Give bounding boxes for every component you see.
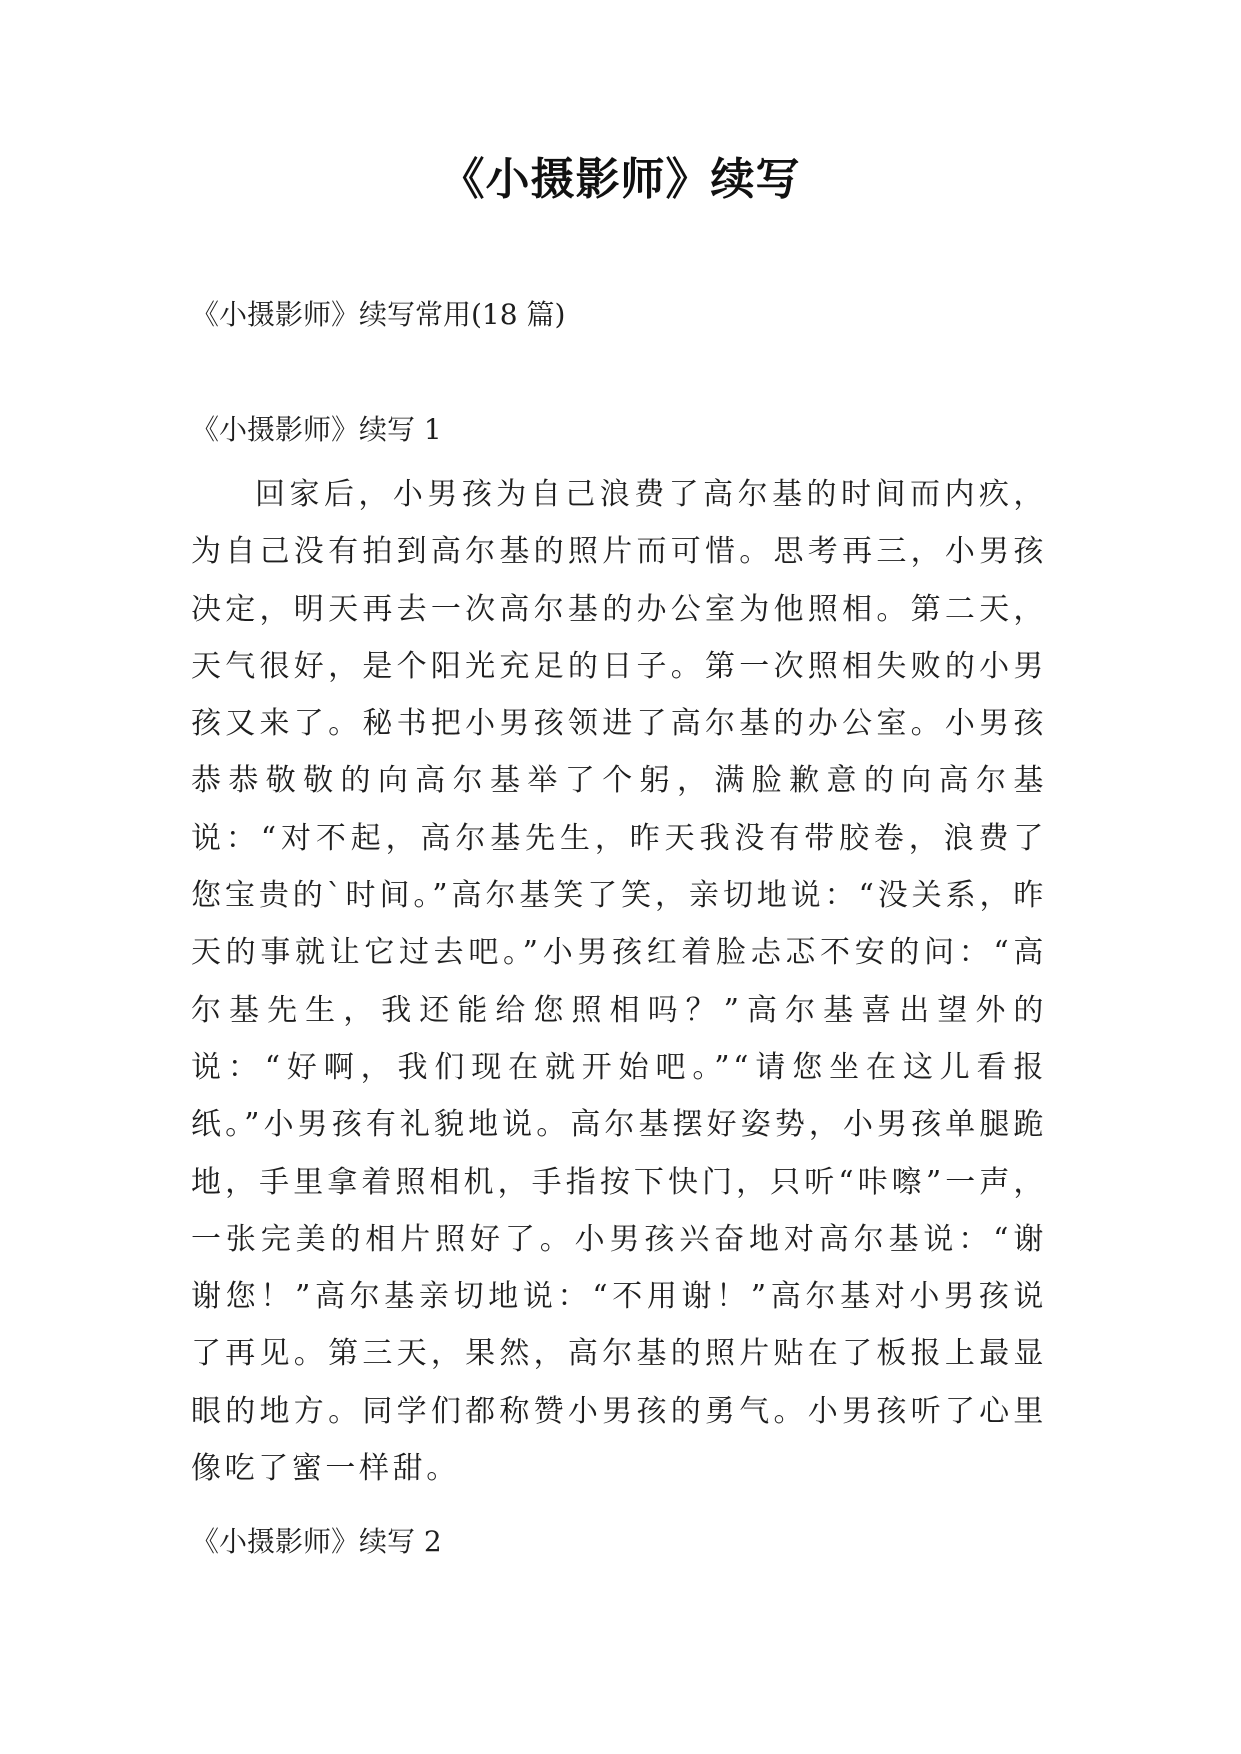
document-title: 《小摄影师》续写	[440, 154, 801, 205]
section-heading-1: 《小摄影师》续写 1	[191, 413, 442, 446]
section-body-1: 回家后，小男孩为自己浪费了高尔基的时间而内疚，为自己没有拍到高尔基的照片而可惜。思考再三，小男孩决定，明天再去一次高尔基的办公室为他照相。第二天，天气很好，是个阳光充足的日子。第一次照相失败的小男孩又来了。秘书把小男孩领进了高尔基的办公室。小男孩恭恭敬敬的向高尔基举了个躬，满脸歉意的向高尔基说：“对不起，高尔基先生，昨天我没有带胶卷，浪费了您宝贵的`时间。”高尔基笑了笑，亲切地说：“没关系，昨天的事就让它过去吧。”小男孩红着脸忐忑不安的问：“高尔基先生，我还能给您照相吗？”高尔基喜出望外的说：“好啊，我们现在就开始吧。”“请您坐在这儿看报纸。”小男孩有礼貌地说。高尔基摆好姿势，小男孩单腿跪地，手里拿着照相机，手指按下快门，只听“咔嚓”一声，一张完美的相片照好了。小男孩兴奋地对高尔基说：“谢谢您！”高尔基亲切地说：“不用谢！”高尔基对小男孩说了再见。第三天，果然，高尔基的照片贴在了板报上最显眼的地方。同学们都称赞小男孩的勇气。小男孩听了心里像吃了蜜一样甜。	[191, 477, 1047, 1487]
section-heading-2: 《小摄影师》续写 2	[191, 1525, 442, 1558]
document-subtitle: 《小摄影师》续写常用(18 篇)	[191, 298, 566, 331]
